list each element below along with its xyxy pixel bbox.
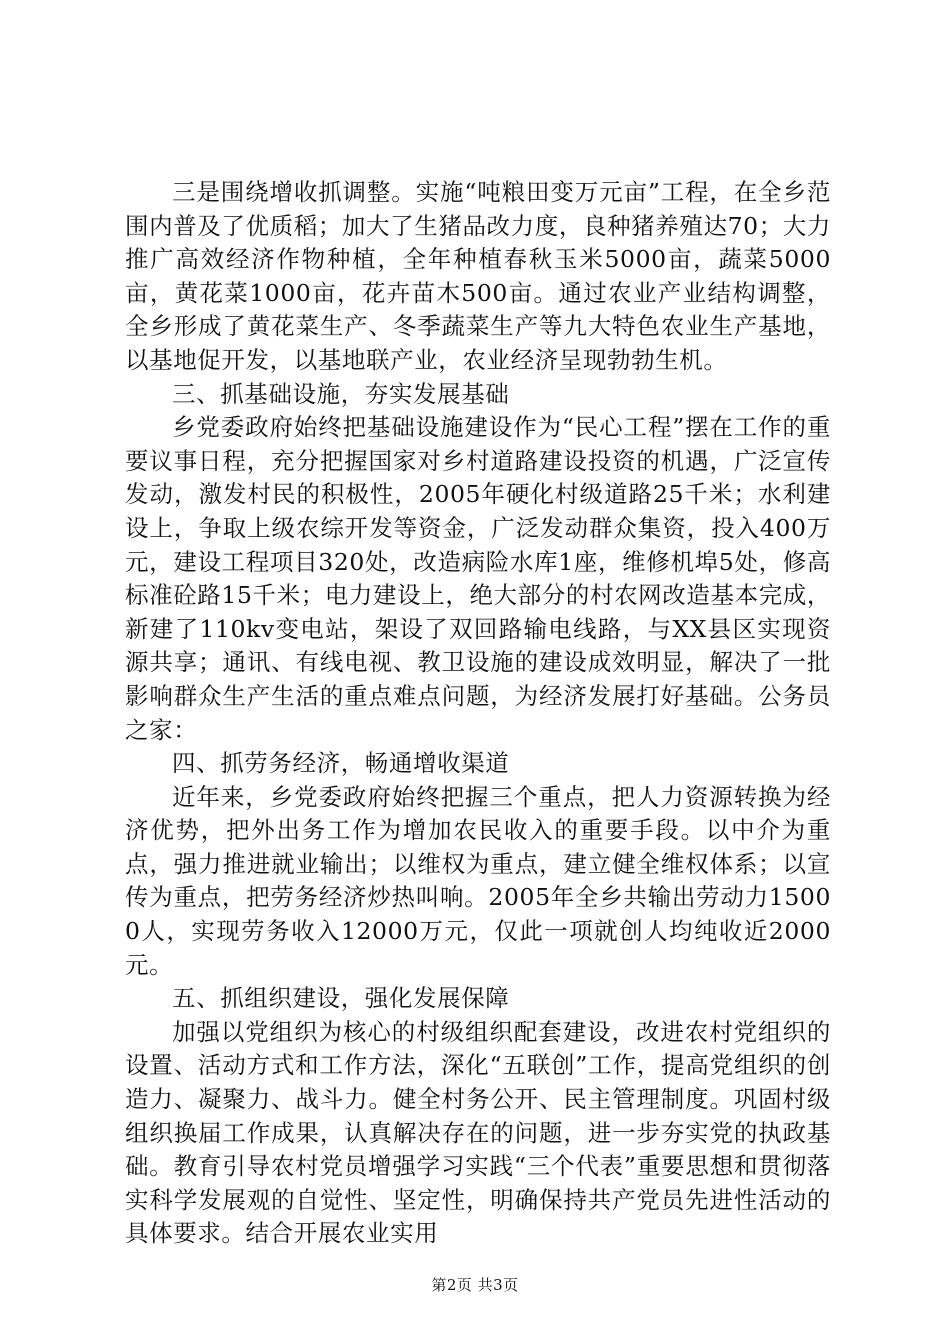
- document-body: [125, 176, 831, 1251]
- section-heading-organization: 五、抓组织建设，强化发展保障: [172, 984, 510, 1013]
- section-heading-infrastructure: 三、抓基础设施，夯实发展基础: [172, 379, 510, 408]
- paragraph-organization: 加强以党组织为核心的村级组织配套建设，改进农村党组织的设置、活动方式和工作方法，深化“五联创”工作，提高党组织的创造力、凝聚力、战斗力。健全村务公开、民主管理制度。巩固村级组织换届工作成果，认真解决存在的问题，进一步夯实党的执政基础。教育引导农村党员增强学习实践“三个代表”重要思想和贯彻落实科学发展观的自觉性、坚定性，明确保持共产党员先进性活动的具体要求。结合开展农业实用: [125, 1017, 831, 1248]
- page-number-footer: 第2页 共3页: [431, 1276, 519, 1294]
- paragraph-infrastructure: 乡党委政府始终把基础设施建设作为“民心工程”摆在工作的重要议事日程，充分把握国家对乡村道路建设投资的机遇，广泛宣传发动，激发村民的积极性，2005年硬化村级道路25千米；水利建设上，争取上级农综开发等资金，广泛发动群众集资，投入400万元，建设工程项目320处，改造病险水库1座，维修机埠5处，修高标准砼路15千米；电力建设上，绝大部分的村农网改造基本完成，新建了110kv变电站，架设了双回路输电线路，与XX县区实现资源共享；通讯、有线电视、教卫设施的建设成效明显，解决了一批影响群众生产生活的重点难点问题，为经济发展打好基础。公务员之家：: [125, 413, 831, 744]
- paragraph-labor-economy: 近年来，乡党委政府始终把握三个重点，把人力资源转换为经济优势，把外出务工作为增加农民收入的重要手段。以中介为重点，强力推进就业输出；以维权为重点，建立健全维权体系；以宣传为重点，把劳务经济炒热叫响。2005年全乡共输出劳动力15000人，实现劳务收入12000万元，仅此一项就创人均纯收近2000元。: [125, 782, 831, 979]
- section-heading-labor-economy: 四、抓劳务经济，畅通增收渠道: [172, 749, 510, 778]
- paragraph-adjust-structure: 三是围绕增收抓调整。实施“吨粮田变万元亩”工程，在全乡范围内普及了优质稻；加大了生猪品改力度，良种猪养殖达70；大力推广高效经济作物种植，全年种植春秋玉米5000亩，蔬菜5000亩，黄花菜1000亩，花卉苗木500亩。通过农业产业结构调整，全乡形成了黄花菜生产、冬季蔬菜生产等九大特色农业生产基地，以基地促开发，以基地联产业，农业经济呈现勃勃生机。: [125, 178, 831, 374]
